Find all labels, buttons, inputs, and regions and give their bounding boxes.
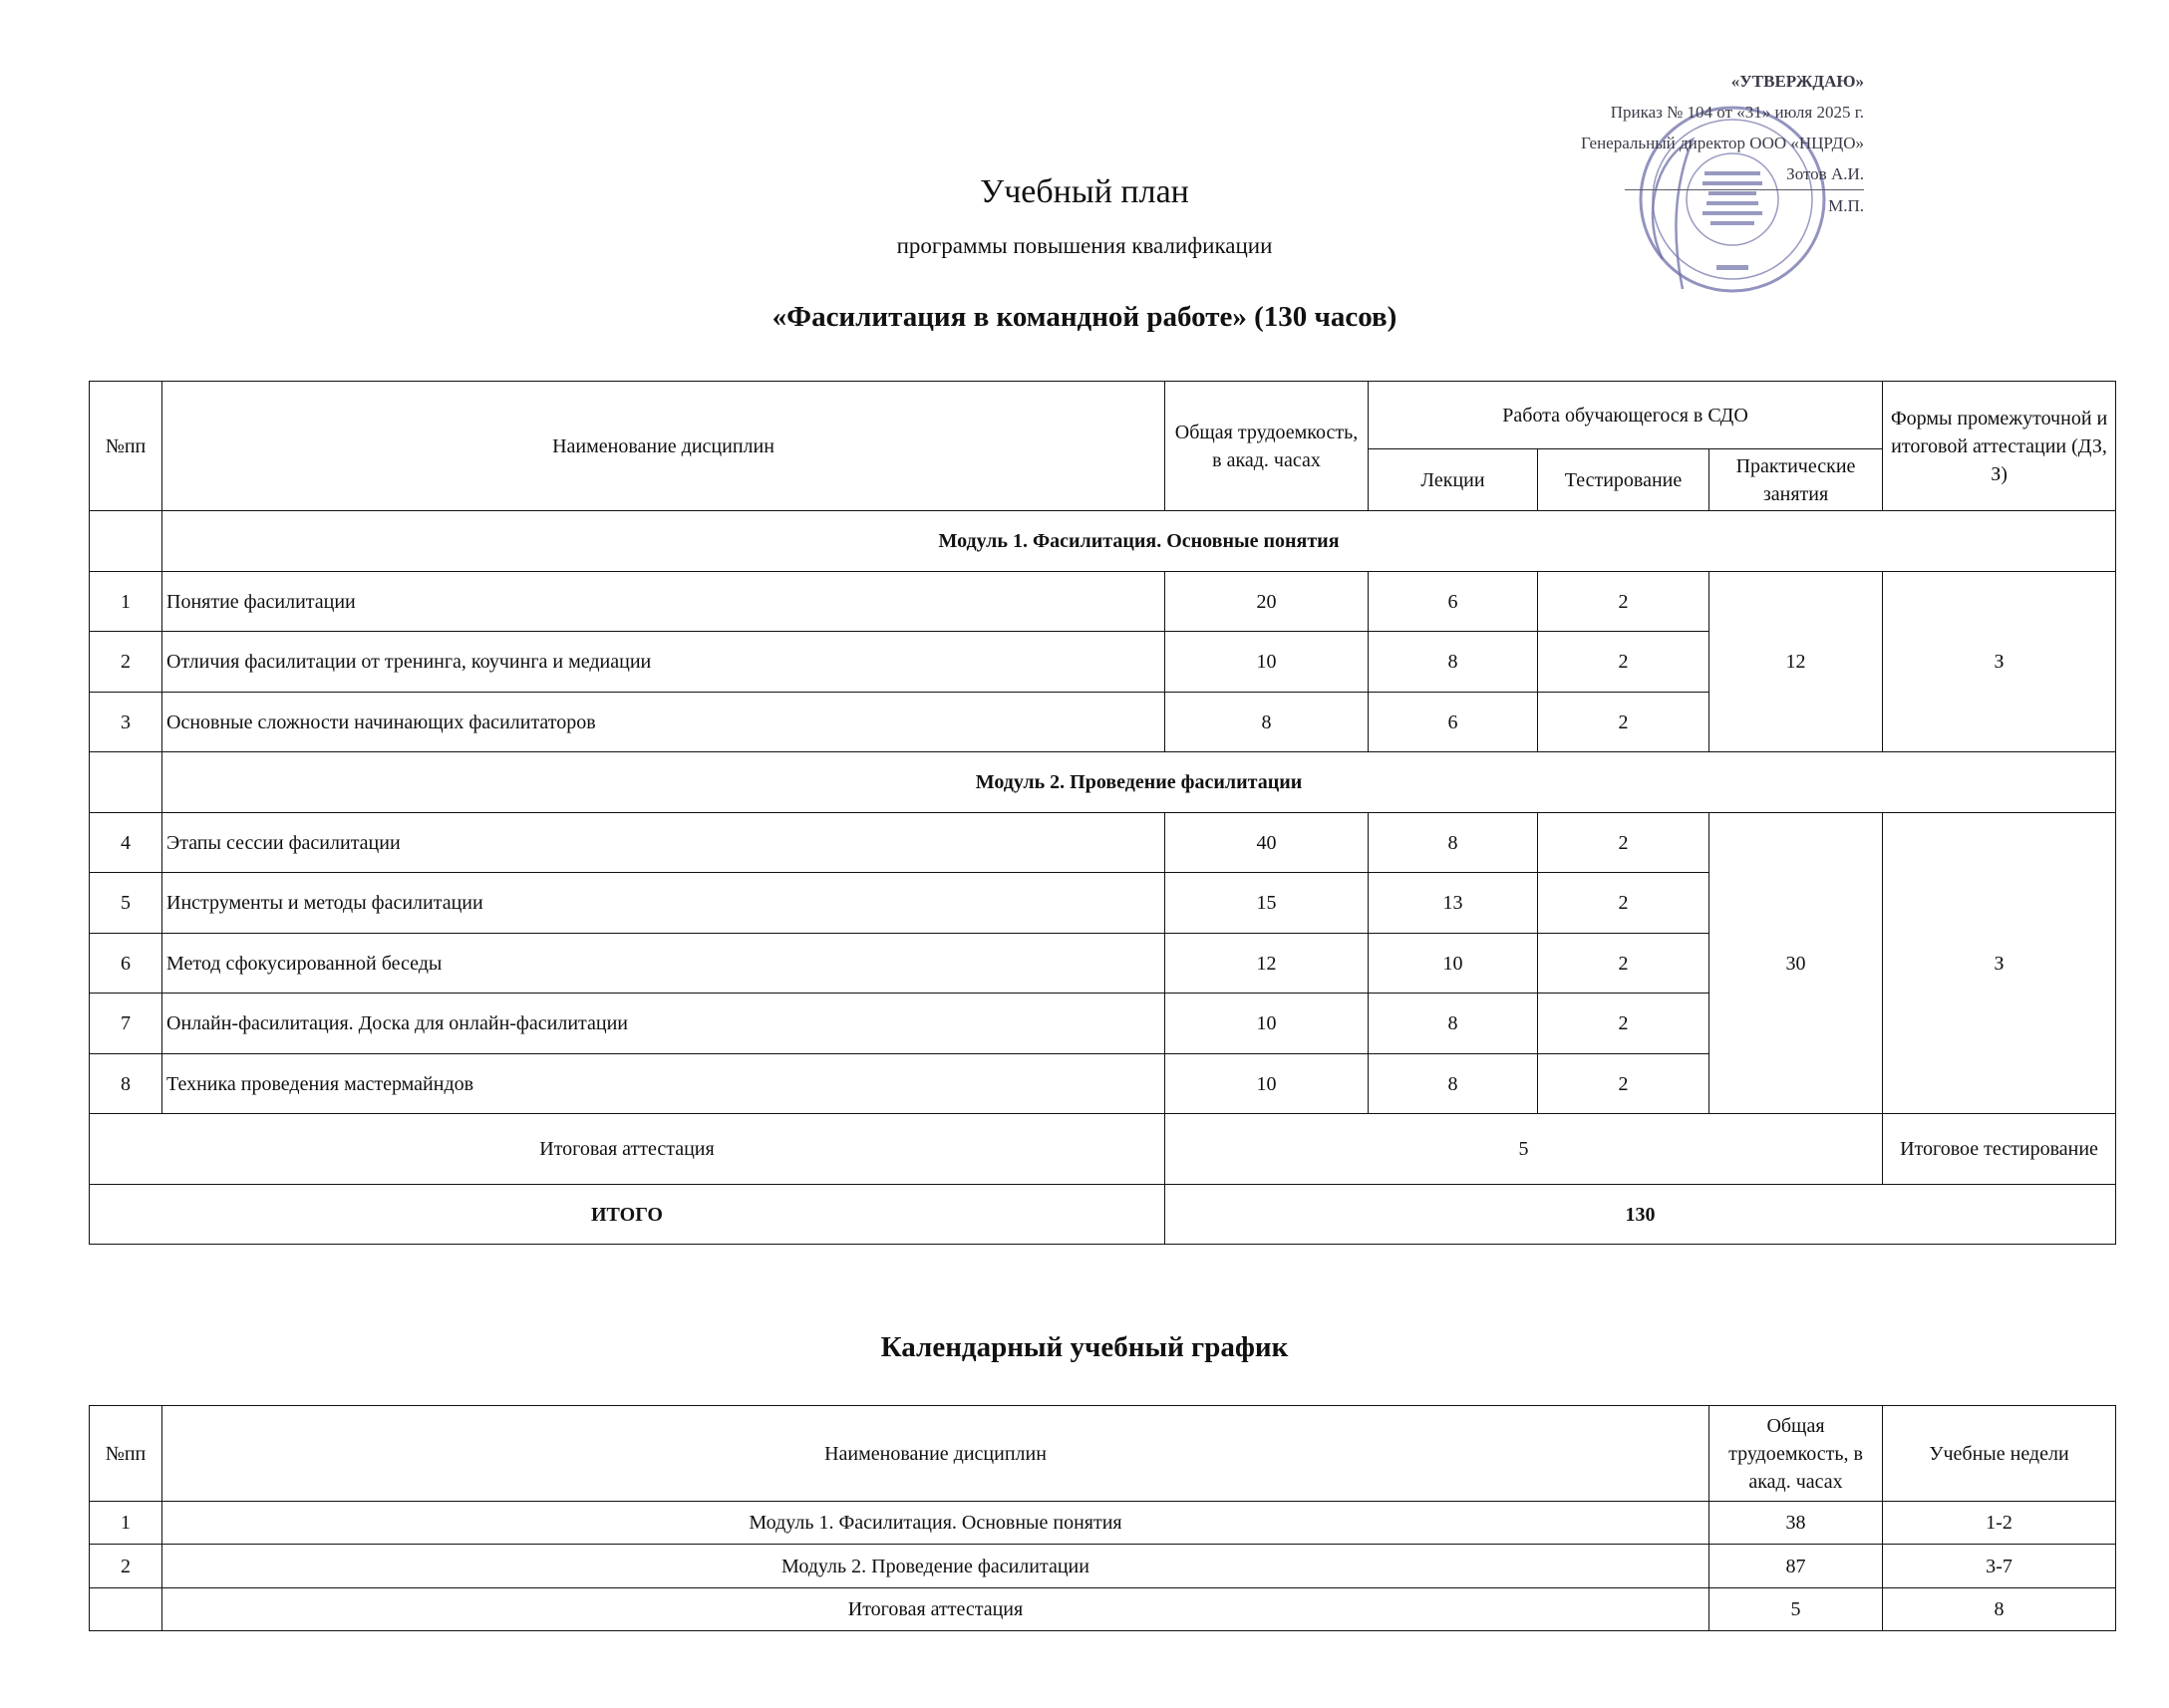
row-total: 12 bbox=[1165, 934, 1369, 994]
header-name: Наименование дисциплин bbox=[162, 382, 1165, 511]
sched-header-num: №пп bbox=[90, 1406, 162, 1502]
row-total: 40 bbox=[1165, 813, 1369, 873]
module-form: З bbox=[1883, 813, 2116, 1114]
table-row bbox=[90, 1502, 2116, 1545]
sched-row-weeks: 8 bbox=[1883, 1588, 2116, 1631]
sched-row-weeks: 1-2 bbox=[1883, 1502, 2116, 1545]
row-testing: 2 bbox=[1538, 934, 1709, 994]
row-testing: 2 bbox=[1538, 1054, 1709, 1114]
row-num: 7 bbox=[90, 994, 162, 1054]
table-row bbox=[90, 572, 2116, 632]
row-testing: 2 bbox=[1538, 813, 1709, 873]
row-lectures: 6 bbox=[1369, 693, 1538, 752]
sched-header-weeks: Учебные недели bbox=[1883, 1406, 2116, 1502]
module-num-cell bbox=[90, 752, 162, 813]
total-hours: 130 bbox=[1165, 1185, 2116, 1245]
table-row bbox=[90, 1588, 2116, 1631]
sched-row-num: 2 bbox=[90, 1545, 162, 1588]
sched-row-num: 1 bbox=[90, 1502, 162, 1545]
approval-block bbox=[1535, 66, 1864, 221]
row-name: Техника проведения мастермайндов bbox=[162, 1054, 1165, 1114]
row-name: Отличия фасилитации от тренинга, коучинга и медиации bbox=[162, 632, 1165, 693]
row-testing: 2 bbox=[1538, 873, 1709, 934]
header-forms: Формы промежуточной и итоговой аттестации (ДЗ, З) bbox=[1883, 382, 2116, 511]
row-lectures: 10 bbox=[1369, 934, 1538, 994]
header-lectures: Лекции bbox=[1369, 449, 1538, 511]
module-practice: 30 bbox=[1709, 813, 1883, 1114]
row-total: 10 bbox=[1165, 1054, 1369, 1114]
module-title: Модуль 2. Проведение фасилитации bbox=[162, 752, 2116, 813]
module-form: З bbox=[1883, 572, 2116, 752]
row-name: Основные сложности начинающих фасилитаторов bbox=[162, 693, 1165, 752]
row-testing: 2 bbox=[1538, 994, 1709, 1054]
document-subtitle: программы повышения квалификации bbox=[896, 233, 1273, 258]
sched-row-name: Модуль 2. Проведение фасилитации bbox=[162, 1545, 1709, 1588]
schedule-title: Календарный учебный график bbox=[880, 1331, 1289, 1363]
row-lectures: 13 bbox=[1369, 873, 1538, 934]
curriculum-table bbox=[89, 381, 2116, 1245]
sched-row-total: 5 bbox=[1709, 1588, 1883, 1631]
row-num: 4 bbox=[90, 813, 162, 873]
row-name: Этапы сессии фасилитации bbox=[162, 813, 1165, 873]
approval-name: Зотов А.И. bbox=[1625, 158, 1864, 190]
sched-row-num bbox=[90, 1588, 162, 1631]
approval-seal-mark: М.П. bbox=[1828, 196, 1864, 215]
sched-header-total: Общая трудоемкость, в акад. часах bbox=[1709, 1406, 1883, 1502]
document-title: Учебный план bbox=[980, 173, 1189, 210]
header-total: Общая трудоемкость, в акад. часах bbox=[1165, 382, 1369, 511]
row-lectures: 8 bbox=[1369, 994, 1538, 1054]
row-total: 20 bbox=[1165, 572, 1369, 632]
row-name: Понятие фасилитации bbox=[162, 572, 1165, 632]
row-lectures: 6 bbox=[1369, 572, 1538, 632]
row-testing: 2 bbox=[1538, 693, 1709, 752]
row-lectures: 8 bbox=[1369, 632, 1538, 693]
final-form: Итоговое тестирование bbox=[1883, 1114, 2116, 1185]
row-total: 10 bbox=[1165, 994, 1369, 1054]
approval-position: Генеральный директор ООО «НЦРДО» bbox=[1581, 134, 1864, 152]
module-practice: 12 bbox=[1709, 572, 1883, 752]
row-total: 10 bbox=[1165, 632, 1369, 693]
header-num: №пп bbox=[90, 382, 162, 511]
header-sdo-group: Работа обучающегося в СДО bbox=[1369, 382, 1883, 449]
sched-row-total: 87 bbox=[1709, 1545, 1883, 1588]
row-total: 8 bbox=[1165, 693, 1369, 752]
sched-row-name: Итоговая аттестация bbox=[162, 1588, 1709, 1631]
row-lectures: 8 bbox=[1369, 1054, 1538, 1114]
row-testing: 2 bbox=[1538, 632, 1709, 693]
row-name: Метод сфокусированной беседы bbox=[162, 934, 1165, 994]
row-num: 2 bbox=[90, 632, 162, 693]
sched-row-weeks: 3-7 bbox=[1883, 1545, 2116, 1588]
row-lectures: 8 bbox=[1369, 813, 1538, 873]
row-num: 5 bbox=[90, 873, 162, 934]
final-label: Итоговая аттестация bbox=[90, 1114, 1165, 1185]
total-label: ИТОГО bbox=[90, 1185, 1165, 1245]
approval-order: Приказ № 104 от «31» июля 2025 г. bbox=[1610, 103, 1864, 122]
table-row bbox=[90, 1545, 2116, 1588]
row-num: 8 bbox=[90, 1054, 162, 1114]
row-name: Инструменты и методы фасилитации bbox=[162, 873, 1165, 934]
sched-header-name: Наименование дисциплин bbox=[162, 1406, 1709, 1502]
row-testing: 2 bbox=[1538, 572, 1709, 632]
row-num: 6 bbox=[90, 934, 162, 994]
module-title: Модуль 1. Фасилитация. Основные понятия bbox=[162, 511, 2116, 572]
row-name: Онлайн-фасилитация. Доска для онлайн-фасилитации bbox=[162, 994, 1165, 1054]
module-num-cell bbox=[90, 511, 162, 572]
schedule-table bbox=[89, 1405, 2116, 1631]
header-practice: Практические занятия bbox=[1709, 449, 1883, 511]
sched-row-name: Модуль 1. Фасилитация. Основные понятия bbox=[162, 1502, 1709, 1545]
row-num: 1 bbox=[90, 572, 162, 632]
program-title: «Фасилитация в командной работе» (130 часов) bbox=[772, 301, 1397, 333]
row-total: 15 bbox=[1165, 873, 1369, 934]
header-testing: Тестирование bbox=[1538, 449, 1709, 511]
row-num: 3 bbox=[90, 693, 162, 752]
table-row bbox=[90, 813, 2116, 873]
final-hours: 5 bbox=[1165, 1114, 1883, 1185]
sched-row-total: 38 bbox=[1709, 1502, 1883, 1545]
approval-heading: «УТВЕРЖДАЮ» bbox=[1730, 72, 1864, 91]
